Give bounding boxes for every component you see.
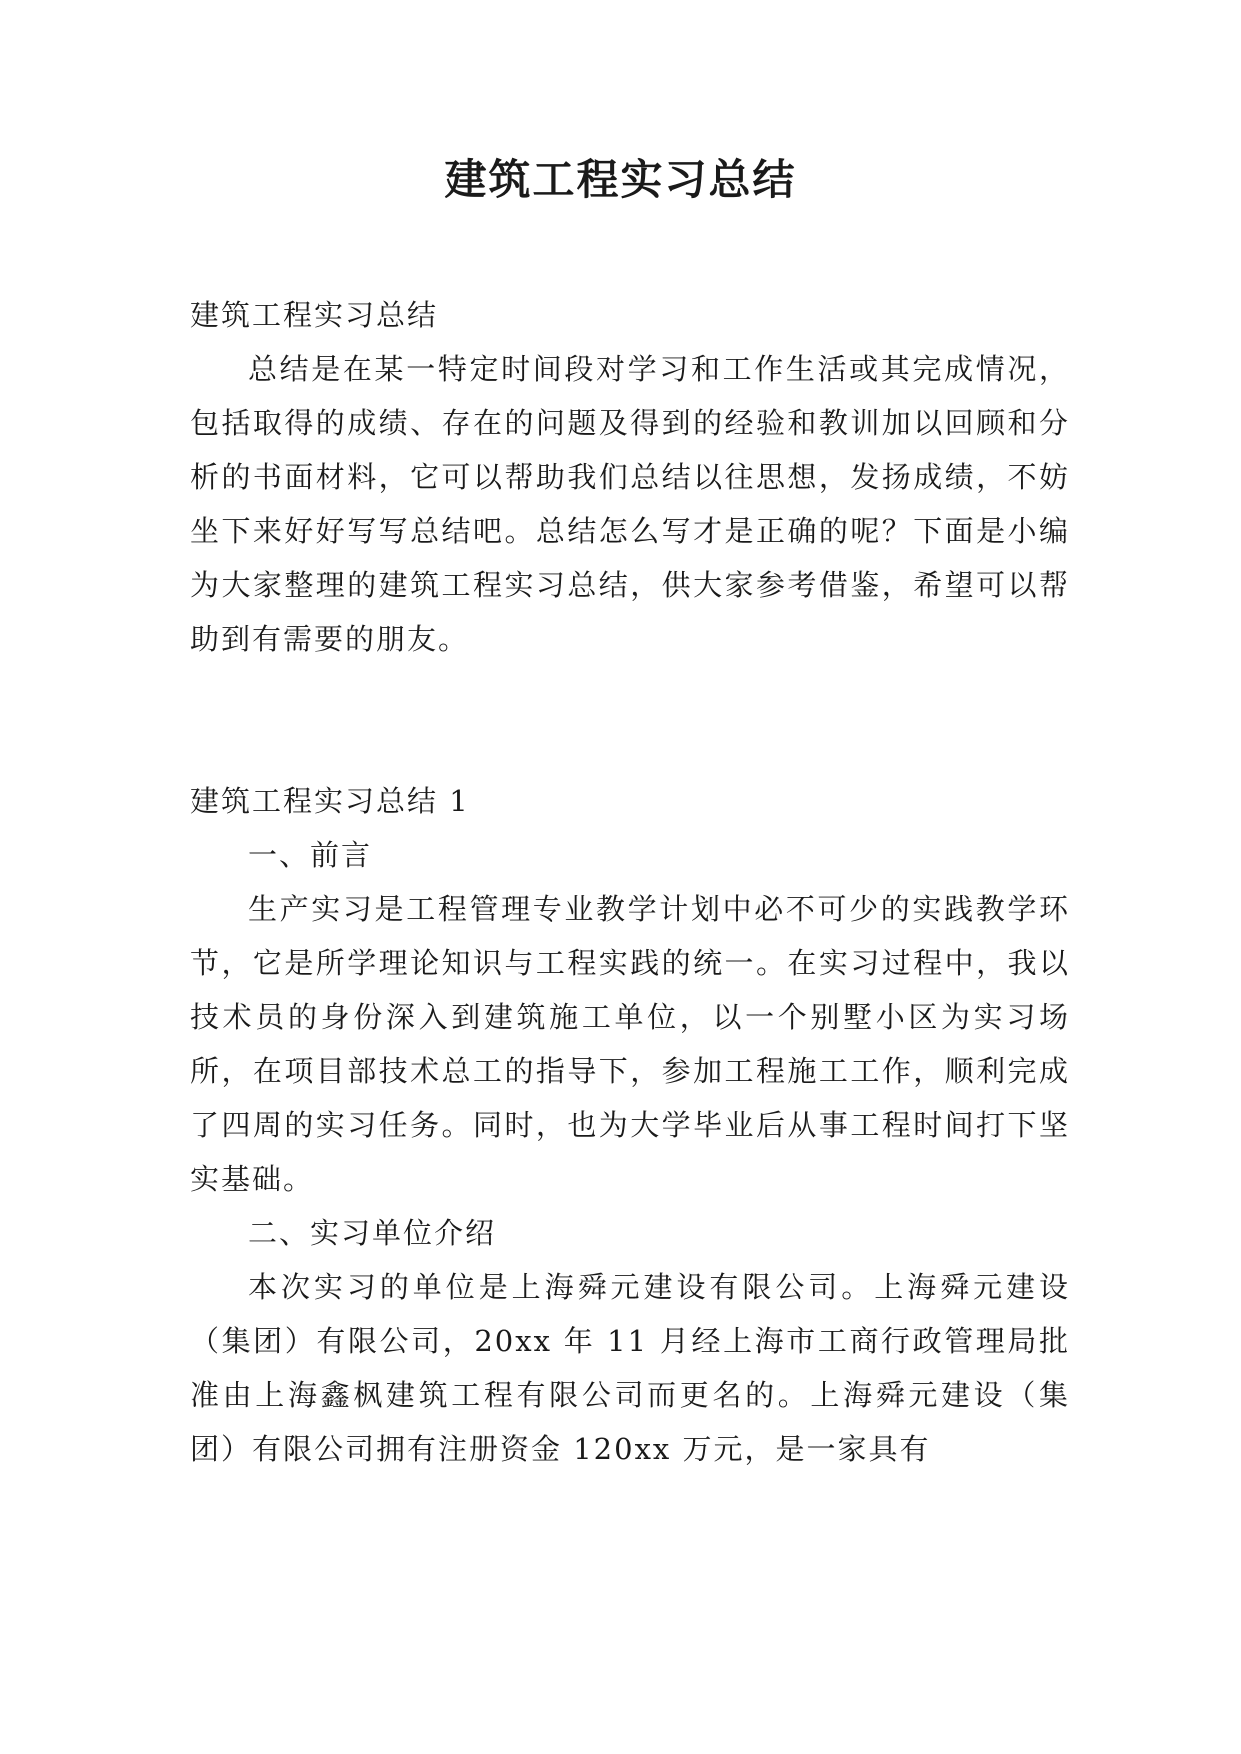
- preface-paragraph: 生产实习是工程管理专业教学计划中必不可少的实践教学环节，它是所学理论知识与工程实践的统一。在实习过程中，我以技术员的身份深入到建筑施工单位，以一个别墅小区为实习场所，在项目部技术总工的指导下，参加工程施工工作，顺利完成了四周的实习任务。同时，也为大学毕业后从事工程时间打下坚实基础。: [190, 892, 1070, 1196]
- intro-paragraph: 总结是在某一特定时间段对学习和工作生活或其完成情况，包括取得的成绩、存在的问题及得到的经验和教训加以回顾和分析的书面材料，它可以帮助我们总结以往思想，发扬成绩，不妨坐下来好好写写总结吧。总结怎么写才是正确的呢？下面是小编为大家整理的建筑工程实习总结，供大家参考借鉴，希望可以帮助到有需要的朋友。: [190, 352, 1070, 656]
- document-body: [190, 288, 1070, 1476]
- subheading-company: 二、实习单位介绍: [248, 1216, 497, 1250]
- section-spacer: [190, 666, 1070, 774]
- document-title: 建筑工程实习总结: [444, 155, 797, 204]
- section-heading: 建筑工程实习总结 1: [190, 784, 470, 818]
- subheading-preface: 一、前言: [248, 838, 373, 872]
- company-paragraph: 本次实习的单位是上海舜元建设有限公司。上海舜元建设（集团）有限公司，20xx 年 11 月经上海市工商行政管理局批准由上海鑫枫建筑工程有限公司而更名的。上海舜元建设（集团）有限公司拥有注册资金 120xx 万元，是一家具有: [190, 1270, 1070, 1466]
- intro-heading: 建筑工程实习总结: [190, 298, 439, 332]
